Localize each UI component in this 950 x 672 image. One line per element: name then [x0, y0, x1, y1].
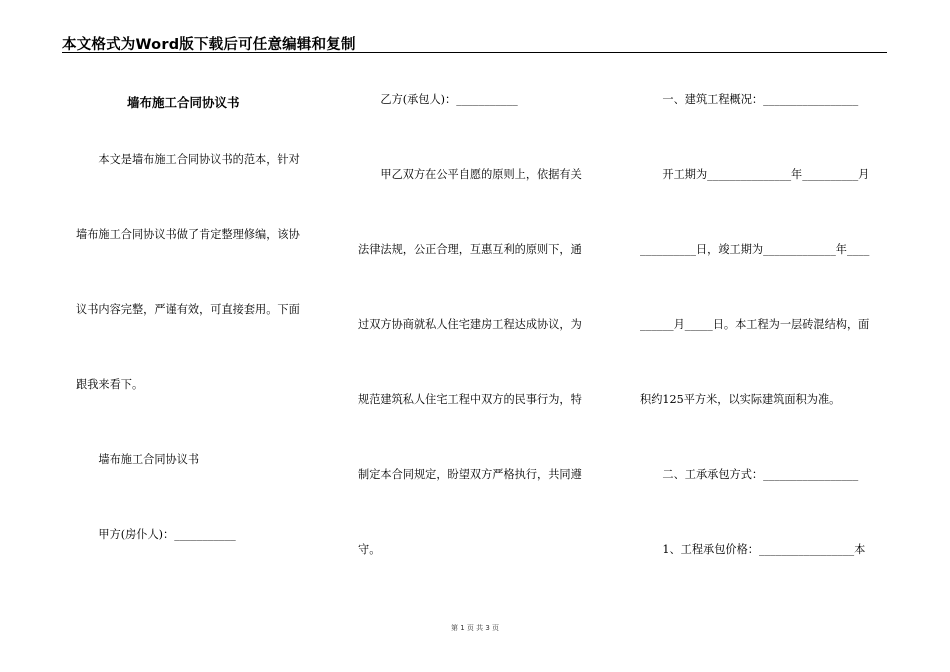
header-divider [62, 52, 887, 53]
paragraph-line: 法律法规，公正合理，互惠互利的原则下，通 [358, 243, 582, 256]
section-heading: 二、工承承包方式：_________________ [640, 468, 859, 481]
page-number-footer: 第 1 页 共 3 页 [450, 624, 500, 632]
paragraph-line: 制定本合同规定，盼望双方严格执行，共同遵 [358, 468, 582, 481]
paragraph-line: 1、工程承包价格：_________________本 [640, 543, 866, 556]
paragraph-line: 议书内容完整，严谨有效，可直接套用。下面 [76, 303, 300, 316]
paragraph-line: ______月_____日。本工程为一层砖混结构，面 [640, 318, 870, 331]
section-heading: 一、建筑工程概况：_________________ [640, 93, 859, 106]
paragraph-line: 守。 [358, 543, 381, 556]
paragraph-line: 规范建筑私人住宅工程中双方的民事行为，特 [358, 393, 582, 406]
document-header-title: 本文格式为Word版下载后可任意编辑和复制 [62, 37, 356, 53]
party-a-line: 甲方(房仆人)：___________ [76, 528, 236, 541]
party-b-line: 乙方(承包人)：___________ [358, 93, 518, 106]
paragraph-line: 过双方协商就私人住宅建房工程达成协议，为 [358, 318, 582, 331]
paragraph-line: 甲乙双方在公平自愿的原则上，依据有关 [358, 168, 582, 181]
paragraph-line: 开工期为_______________年__________月 [640, 168, 870, 181]
document-title: 墙布施工合同协议书 [127, 95, 240, 110]
paragraph-line: 本文是墙布施工合同协议书的范本，针对 [76, 153, 300, 166]
section-heading: 墙布施工合同协议书 [76, 453, 200, 466]
paragraph-line: 跟我来看下。 [76, 378, 144, 391]
paragraph-line: __________日，竣工期为_____________年____ [640, 243, 870, 256]
paragraph-line: 墙布施工合同协议书做了肯定整理修编，该协 [76, 228, 300, 241]
paragraph-line: 积约125平方米，以实际建筑面积为准。 [640, 393, 841, 406]
